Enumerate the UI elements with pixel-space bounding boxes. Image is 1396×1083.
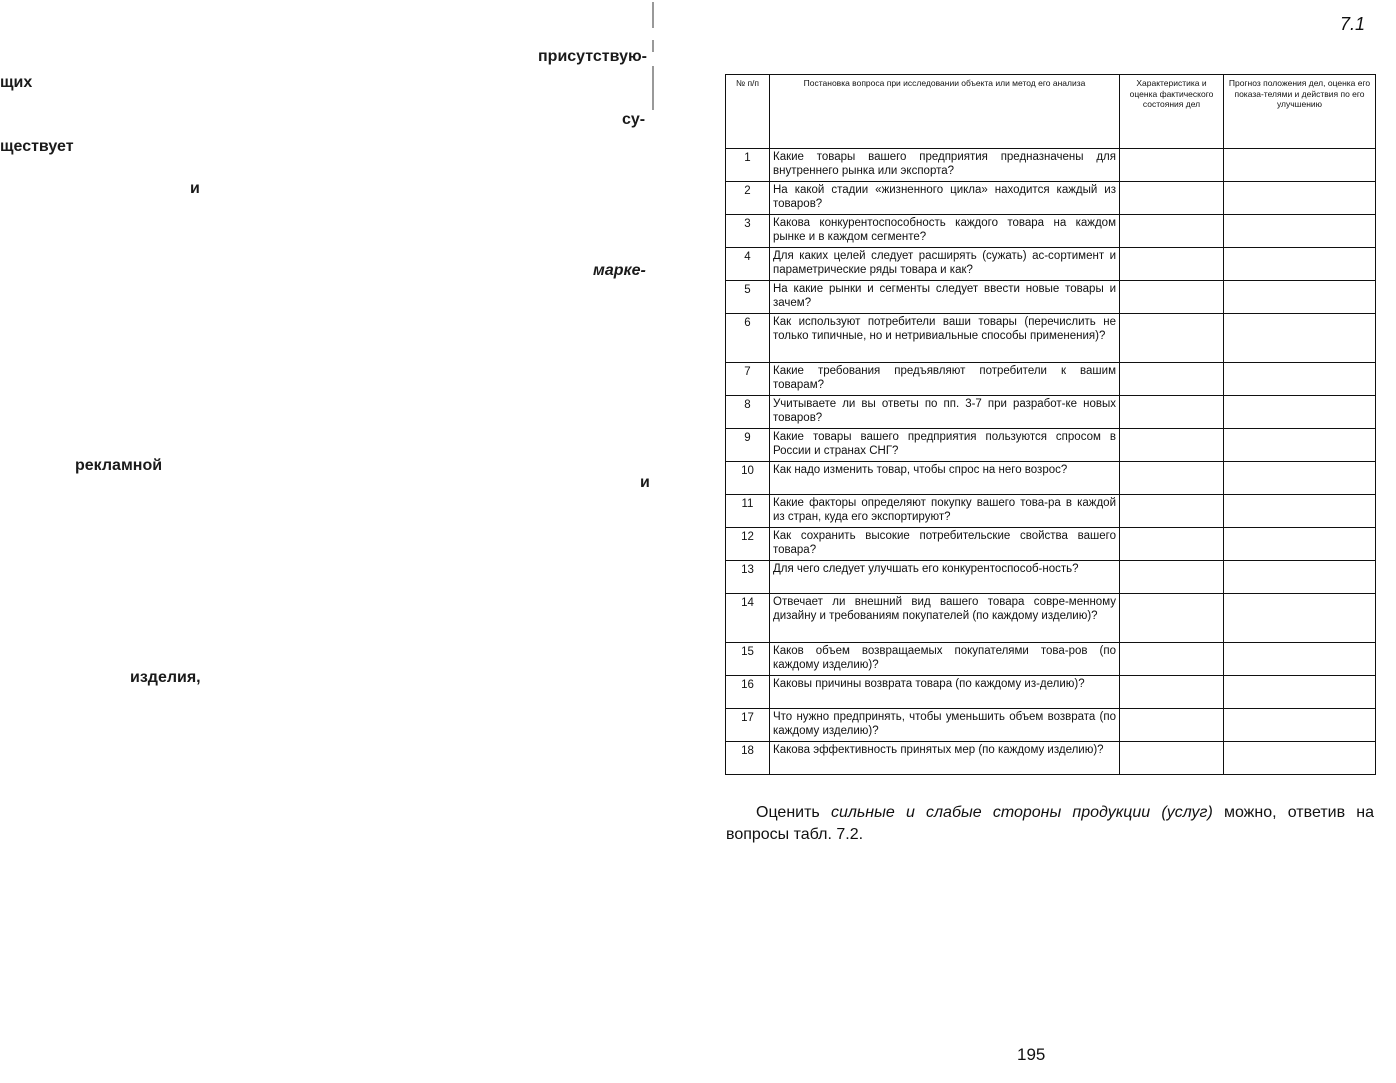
row-forecast-cell bbox=[1224, 561, 1376, 594]
row-assessment-cell bbox=[1120, 396, 1224, 429]
row-assessment-cell bbox=[1120, 281, 1224, 314]
table-row bbox=[726, 314, 1376, 363]
row-question: Какие факторы определяют покупку вашего това-ра в каждой из стран, куда его экспортируют? bbox=[770, 495, 1120, 528]
row-forecast-cell bbox=[1224, 709, 1376, 742]
row-forecast-cell bbox=[1224, 462, 1376, 495]
header-forecast: Прогноз положения дел, оценка его показа-телями и действия по его улучшению bbox=[1224, 75, 1376, 149]
row-question: Какие товары вашего предприятия предназначены для внутреннего рынка или экспорта? bbox=[770, 149, 1120, 182]
row-forecast-cell bbox=[1224, 429, 1376, 462]
table-row bbox=[726, 363, 1376, 396]
table-number: 7.1 bbox=[1340, 14, 1366, 34]
row-forecast-cell bbox=[1224, 182, 1376, 215]
row-number: 15 bbox=[726, 643, 770, 676]
row-question: Каковы причины возврата товара (по каждому из-делию)? bbox=[770, 676, 1120, 709]
row-question: Какие требования предъявляют потребители к вашим товарам? bbox=[770, 363, 1120, 396]
table-row bbox=[726, 495, 1376, 528]
row-question: Каков объем возвращаемых покупателями това-ров (по каждому изделию)? bbox=[770, 643, 1120, 676]
row-assessment-cell bbox=[1120, 528, 1224, 561]
text-fragment: щих bbox=[0, 74, 33, 91]
row-assessment-cell bbox=[1120, 643, 1224, 676]
text-fragment: присутствую- bbox=[538, 48, 647, 65]
row-number: 10 bbox=[726, 462, 770, 495]
paragraph-after-table bbox=[726, 802, 1374, 846]
after-text-part2: можно, ответив на вопросы табл. 7.2. bbox=[726, 804, 1375, 843]
row-number: 9 bbox=[726, 429, 770, 462]
row-forecast-cell bbox=[1224, 248, 1376, 281]
table-row bbox=[726, 182, 1376, 215]
row-assessment-cell bbox=[1120, 363, 1224, 396]
row-assessment-cell bbox=[1120, 182, 1224, 215]
table-row bbox=[726, 396, 1376, 429]
table-row bbox=[726, 561, 1376, 594]
row-number: 5 bbox=[726, 281, 770, 314]
row-forecast-cell bbox=[1224, 594, 1376, 643]
table-row bbox=[726, 429, 1376, 462]
row-forecast-cell bbox=[1224, 676, 1376, 709]
header-number: № п/п bbox=[726, 75, 770, 149]
row-forecast-cell bbox=[1224, 149, 1376, 182]
row-question: Что нужно предпринять, чтобы уменьшить объем возврата (по каждому изделию)? bbox=[770, 709, 1120, 742]
row-number: 12 bbox=[726, 528, 770, 561]
text-fragment: ществует bbox=[0, 138, 74, 155]
page-number: 195 bbox=[1017, 1045, 1046, 1064]
row-number: 3 bbox=[726, 215, 770, 248]
row-number: 18 bbox=[726, 742, 770, 775]
row-forecast-cell bbox=[1224, 528, 1376, 561]
row-forecast-cell bbox=[1224, 742, 1376, 775]
table-row bbox=[726, 594, 1376, 643]
text-fragment: су- bbox=[622, 111, 646, 128]
after-text-italic: сильные и слабые стороны продукции (услуг) bbox=[830, 804, 1213, 821]
row-forecast-cell bbox=[1224, 396, 1376, 429]
row-assessment-cell bbox=[1120, 314, 1224, 363]
row-assessment-cell bbox=[1120, 742, 1224, 775]
row-question: Как надо изменить товар, чтобы спрос на него возрос? bbox=[770, 462, 1120, 495]
text-fragment: рекламной bbox=[75, 457, 163, 474]
table-row bbox=[726, 215, 1376, 248]
table-row bbox=[726, 676, 1376, 709]
table-row bbox=[726, 643, 1376, 676]
table-row bbox=[726, 709, 1376, 742]
row-forecast-cell bbox=[1224, 495, 1376, 528]
header-question: Постановка вопроса при исследовании объекта или метод его анализа bbox=[770, 75, 1120, 149]
row-number: 13 bbox=[726, 561, 770, 594]
row-assessment-cell bbox=[1120, 429, 1224, 462]
row-assessment-cell bbox=[1120, 594, 1224, 643]
row-number: 6 bbox=[726, 314, 770, 363]
row-assessment-cell bbox=[1120, 149, 1224, 182]
row-forecast-cell bbox=[1224, 314, 1376, 363]
table-row bbox=[726, 742, 1376, 775]
row-question: Учитываете ли вы ответы по пп. 3-7 при разработ-ке новых товаров? bbox=[770, 396, 1120, 429]
row-assessment-cell bbox=[1120, 215, 1224, 248]
row-number: 11 bbox=[726, 495, 770, 528]
row-assessment-cell bbox=[1120, 676, 1224, 709]
table-header-row bbox=[726, 75, 1376, 149]
table-row bbox=[726, 462, 1376, 495]
table-row bbox=[726, 149, 1376, 182]
table-row bbox=[726, 248, 1376, 281]
row-question: Для чего следует улучшать его конкурентоспособ-ность? bbox=[770, 561, 1120, 594]
row-question: На какие рынки и сегменты следует ввести новые товары и зачем? bbox=[770, 281, 1120, 314]
table-body bbox=[726, 149, 1376, 775]
row-number: 1 bbox=[726, 149, 770, 182]
row-question: Отвечает ли внешний вид вашего товара совре-менному дизайну и требованиям покупателей (по каждому изделию)? bbox=[770, 594, 1120, 643]
row-number: 16 bbox=[726, 676, 770, 709]
questions-table bbox=[725, 74, 1376, 775]
row-assessment-cell bbox=[1120, 248, 1224, 281]
row-question: Как используют потребители ваши товары (перечислить не только типичные, но и нетривиальные способы применения)? bbox=[770, 314, 1120, 363]
row-forecast-cell bbox=[1224, 281, 1376, 314]
row-number: 8 bbox=[726, 396, 770, 429]
row-assessment-cell bbox=[1120, 495, 1224, 528]
row-forecast-cell bbox=[1224, 643, 1376, 676]
row-number: 14 bbox=[726, 594, 770, 643]
text-fragment: марке- bbox=[593, 262, 646, 279]
row-number: 7 bbox=[726, 363, 770, 396]
row-question: На какой стадии «жизненного цикла» находится каждый из товаров? bbox=[770, 182, 1120, 215]
row-assessment-cell bbox=[1120, 561, 1224, 594]
binding-gutter bbox=[650, 0, 656, 130]
row-forecast-cell bbox=[1224, 215, 1376, 248]
table-row bbox=[726, 281, 1376, 314]
text-fragment: изделия, bbox=[130, 669, 201, 686]
text-fragment: и bbox=[190, 180, 200, 197]
row-forecast-cell bbox=[1224, 363, 1376, 396]
after-text-part1: Оценить bbox=[756, 804, 831, 821]
header-assessment: Характеристика и оценка фактического состояния дел bbox=[1120, 75, 1224, 149]
row-question: Какова эффективность принятых мер (по каждому изделию)? bbox=[770, 742, 1120, 775]
row-number: 2 bbox=[726, 182, 770, 215]
row-assessment-cell bbox=[1120, 462, 1224, 495]
row-question: Как сохранить высокие потребительские свойства вашего товара? bbox=[770, 528, 1120, 561]
row-question: Какие товары вашего предприятия пользуются спросом в России и странах СНГ? bbox=[770, 429, 1120, 462]
row-question: Для каких целей следует расширять (сужать) ас-сортимент и параметрические ряды товара и как? bbox=[770, 248, 1120, 281]
row-question: Какова конкурентоспособность каждого товара на каждом рынке и в каждом сегменте? bbox=[770, 215, 1120, 248]
text-fragment: и bbox=[640, 474, 650, 491]
row-number: 4 bbox=[726, 248, 770, 281]
row-assessment-cell bbox=[1120, 709, 1224, 742]
table-row bbox=[726, 528, 1376, 561]
row-number: 17 bbox=[726, 709, 770, 742]
